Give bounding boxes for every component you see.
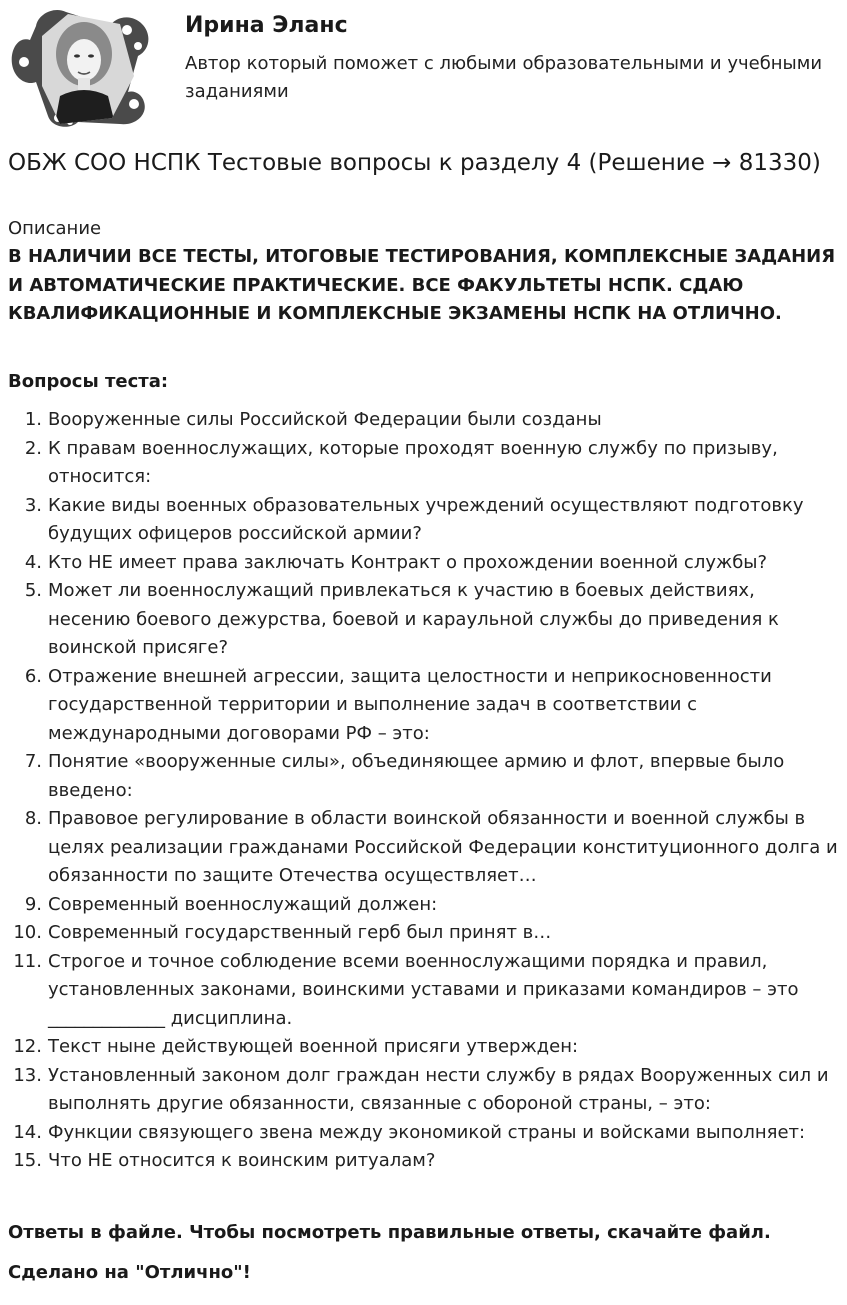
question-number: 6. — [24, 665, 42, 687]
author-description: Автор который поможет с любыми образовательными и учебными заданиями — [185, 53, 823, 102]
author-header — [0, 0, 847, 135]
description-label: Описание — [8, 218, 102, 239]
question-item — [8, 549, 838, 578]
author-name[interactable]: Ирина Эланс — [185, 13, 348, 38]
question-item — [8, 577, 838, 663]
question-text: Кто НЕ имеет права заключать Контракт о прохождении военной службы? — [48, 551, 768, 573]
question-item — [8, 492, 838, 549]
question-number: 11. — [13, 950, 42, 972]
question-text: Современный государственный герб был принят в… — [48, 922, 552, 943]
question-number: 1. — [24, 409, 42, 430]
question-number: 8. — [24, 808, 42, 829]
question-text: Отражение внешней агрессии, защита целостности и неприкосновенности государственной территории и выполнение задач в соответствии с международными договорами РФ – это: — [48, 665, 772, 744]
author-avatar[interactable] — [8, 6, 152, 130]
question-item — [8, 1119, 838, 1148]
quality-note: Сделано на "Отлично"! — [8, 1262, 251, 1283]
question-item — [8, 805, 838, 891]
question-text: Какие виды военных образовательных учреждений осуществляют подготовку будущих офицеров российской армии? — [48, 494, 804, 544]
page-title: ОБЖ СОО НСПК Тестовые вопросы к разделу 4 (Решение → 81330) — [8, 150, 821, 176]
question-item — [8, 919, 838, 948]
question-text: К правам военнослужащих, которые проходят военную службу по призыву, относится: — [48, 437, 778, 487]
question-number: 10. — [13, 922, 42, 943]
question-text: Что НЕ относится к воинским ритуалам? — [48, 1150, 436, 1171]
question-text: Понятие «вооруженные силы», объединяющее армию и флот, впервые было введено: — [48, 751, 785, 801]
question-number: 7. — [24, 751, 42, 772]
question-item — [8, 406, 838, 435]
question-number: 2. — [24, 437, 42, 459]
question-text: Правовое регулирование в области воинской обязанности и военной службы в целях реализации гражданами Российской Федерации конституционного долга и обязанности по защите Отечества осуществляет… — [48, 808, 838, 886]
question-item — [8, 891, 838, 920]
film-hole — [134, 42, 142, 50]
question-number: 14. — [13, 1121, 42, 1143]
question-number: 12. — [13, 1036, 42, 1057]
question-number: 9. — [24, 893, 42, 915]
question-text: Текст ныне действующей военной присяги утвержден: — [48, 1036, 579, 1057]
question-number: 4. — [24, 551, 42, 573]
description-text: В НАЛИЧИИ ВСЕ ТЕСТЫ, ИТОГОВЫЕ ТЕСТИРОВАНИЯ, КОМПЛЕКСНЫЕ ЗАДАНИЯ И АВТОМАТИЧЕСКИЕ ПРАКТИЧЕСКИЕ. ВСЕ ФАКУЛЬТЕТЫ НСПК. СДАЮ КВАЛИФИКАЦИОННЫЕ И КОМПЛЕКСНЫЕ ЭКЗАМЕНЫ НСПК НА ОТЛИЧНО. — [8, 246, 836, 324]
question-number: 5. — [24, 580, 42, 601]
question-number: 13. — [13, 1064, 42, 1086]
answers-note: Ответы в файле. Чтобы посмотреть правильные ответы, скачайте файл. — [8, 1222, 771, 1243]
question-item — [8, 948, 838, 1034]
film-hole — [122, 25, 132, 35]
questions-list — [8, 406, 838, 1176]
question-text: Современный военнослужащий должен: — [48, 893, 438, 915]
question-item — [8, 1147, 838, 1176]
question-text: Установленный законом долг граждан нести службу в рядах Вооруженных сил и выполнять другие обязанности, связанные с обороной страны, – это: — [48, 1064, 829, 1114]
questions-heading: Вопросы теста: — [8, 371, 169, 392]
question-item — [8, 435, 838, 492]
film-hole — [19, 57, 29, 67]
question-item — [8, 663, 838, 749]
question-item — [8, 1033, 838, 1062]
question-text: Функции связующего звена между экономикой страны и войсками выполняет: — [48, 1121, 806, 1143]
question-item — [8, 1062, 838, 1119]
question-text: Строгое и точное соблюдение всеми военнослужащими порядка и правил, установленных законами, воинскими уставами и приказами командиров – это _____________ дисциплина. — [48, 950, 799, 1029]
film-hole — [129, 99, 139, 109]
question-number: 3. — [24, 494, 42, 516]
question-item — [8, 748, 838, 805]
question-text: Может ли военнослужащий привлекаться к участию в боевых действиях, несению боевого дежурства, боевой и караульной службы до приведения к воинской присяге? — [48, 580, 779, 658]
question-text: Вооруженные силы Российской Федерации были созданы — [48, 409, 602, 430]
question-number: 15. — [13, 1150, 42, 1171]
